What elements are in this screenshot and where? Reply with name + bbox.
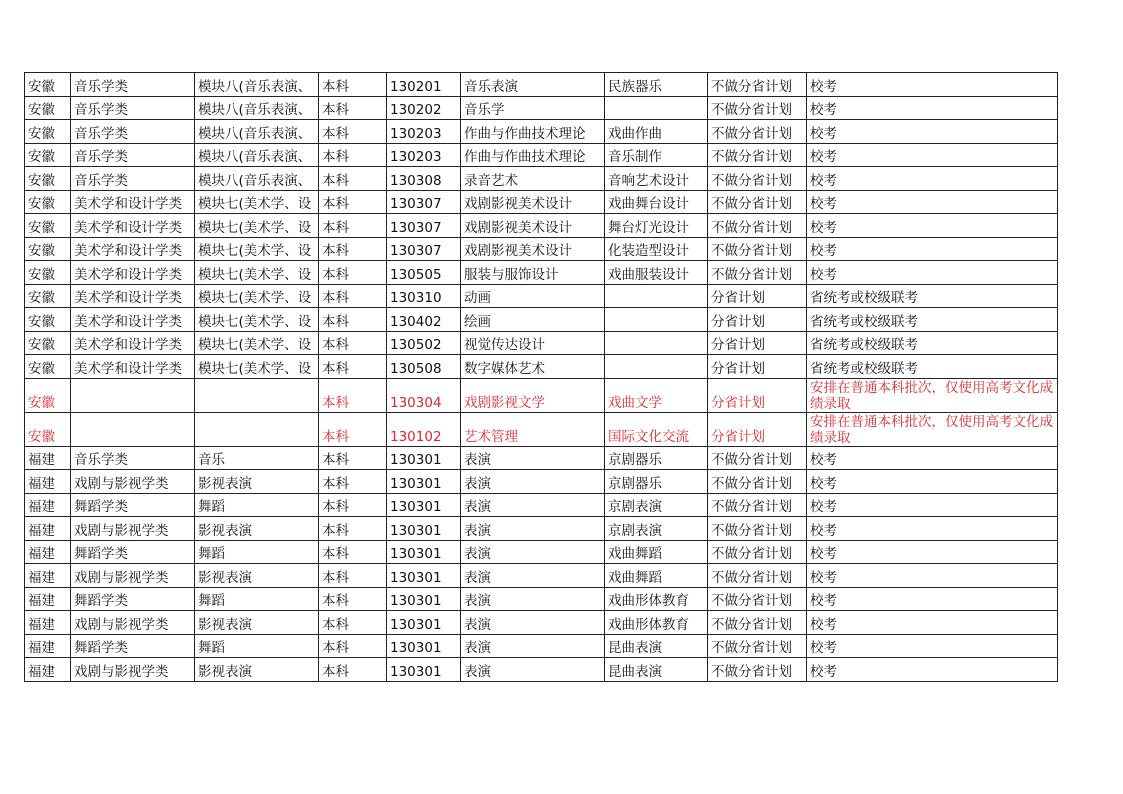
cell-exam-type: 校考 xyxy=(807,470,1058,494)
cell-subject-category: 美术学和设计学类 xyxy=(71,261,195,285)
cell-subject-category: 音乐学类 xyxy=(71,73,195,97)
cell-subject-category: 舞蹈学类 xyxy=(71,540,195,564)
cell-plan-type: 不做分省计划 xyxy=(708,143,807,167)
cell-exam-module: 模块七(美术学、设 xyxy=(195,190,319,214)
cell-subject-category xyxy=(71,378,195,412)
cell-exam-type: 安排在普通本科批次，仅使用高考文化成绩录取 xyxy=(807,378,1058,412)
cell-major-name: 表演 xyxy=(461,540,605,564)
table-row xyxy=(25,378,1058,412)
cell-subject-category: 美术学和设计学类 xyxy=(71,331,195,355)
cell-major-name: 作曲与作曲技术理论 xyxy=(461,143,605,167)
cell-exam-module: 音乐 xyxy=(195,446,319,470)
cell-plan-type: 不做分省计划 xyxy=(708,73,807,97)
cell-province: 安徽 xyxy=(25,73,71,97)
cell-specialization xyxy=(605,308,708,332)
table-row xyxy=(25,470,1058,494)
cell-province: 福建 xyxy=(25,611,71,635)
cell-subject-category: 戏剧与影视学类 xyxy=(71,517,195,541)
cell-major-name: 数字媒体艺术 xyxy=(461,355,605,379)
cell-major-name: 表演 xyxy=(461,634,605,658)
cell-plan-type: 分省计划 xyxy=(708,284,807,308)
cell-subject-category: 戏剧与影视学类 xyxy=(71,611,195,635)
cell-province: 安徽 xyxy=(25,378,71,412)
cell-subject-category: 美术学和设计学类 xyxy=(71,308,195,332)
cell-plan-type: 不做分省计划 xyxy=(708,190,807,214)
cell-major-code: 130301 xyxy=(387,658,461,682)
cell-subject-category: 音乐学类 xyxy=(71,446,195,470)
cell-subject-category: 美术学和设计学类 xyxy=(71,355,195,379)
cell-exam-type: 省统考或校级联考 xyxy=(807,308,1058,332)
cell-major-code: 130304 xyxy=(387,378,461,412)
cell-major-code: 130102 xyxy=(387,412,461,446)
cell-subject-category: 戏剧与影视学类 xyxy=(71,564,195,588)
cell-exam-module: 模块八(音乐表演、 xyxy=(195,96,319,120)
cell-degree-level: 本科 xyxy=(319,517,387,541)
cell-exam-type: 校考 xyxy=(807,143,1058,167)
cell-exam-type: 校考 xyxy=(807,611,1058,635)
cell-degree-level: 本科 xyxy=(319,331,387,355)
cell-major-name: 戏剧影视美术设计 xyxy=(461,237,605,261)
cell-major-name: 戏剧影视文学 xyxy=(461,378,605,412)
cell-specialization: 民族器乐 xyxy=(605,73,708,97)
cell-specialization: 戏曲舞蹈 xyxy=(605,540,708,564)
cell-subject-category: 音乐学类 xyxy=(71,96,195,120)
cell-major-code: 130201 xyxy=(387,73,461,97)
cell-major-name: 戏剧影视美术设计 xyxy=(461,214,605,238)
cell-degree-level: 本科 xyxy=(319,96,387,120)
cell-subject-category: 音乐学类 xyxy=(71,167,195,191)
cell-exam-type: 校考 xyxy=(807,237,1058,261)
cell-major-code: 130301 xyxy=(387,587,461,611)
cell-province: 安徽 xyxy=(25,308,71,332)
cell-major-name: 音乐表演 xyxy=(461,73,605,97)
cell-specialization: 京剧器乐 xyxy=(605,446,708,470)
cell-plan-type: 不做分省计划 xyxy=(708,214,807,238)
cell-major-code: 130508 xyxy=(387,355,461,379)
cell-major-name: 表演 xyxy=(461,446,605,470)
cell-province: 福建 xyxy=(25,470,71,494)
cell-subject-category: 舞蹈学类 xyxy=(71,587,195,611)
cell-exam-module: 影视表演 xyxy=(195,470,319,494)
cell-subject-category: 戏剧与影视学类 xyxy=(71,658,195,682)
cell-exam-module: 模块八(音乐表演、 xyxy=(195,143,319,167)
cell-degree-level: 本科 xyxy=(319,658,387,682)
cell-plan-type: 不做分省计划 xyxy=(708,611,807,635)
cell-major-name: 表演 xyxy=(461,564,605,588)
cell-plan-type: 不做分省计划 xyxy=(708,446,807,470)
cell-exam-module: 舞蹈 xyxy=(195,540,319,564)
cell-degree-level: 本科 xyxy=(319,73,387,97)
cell-major-name: 绘画 xyxy=(461,308,605,332)
cell-province: 安徽 xyxy=(25,331,71,355)
cell-degree-level: 本科 xyxy=(319,190,387,214)
cell-exam-type: 校考 xyxy=(807,634,1058,658)
cell-exam-module: 模块七(美术学、设 xyxy=(195,261,319,285)
table-row xyxy=(25,658,1058,682)
cell-major-name: 表演 xyxy=(461,517,605,541)
cell-plan-type: 不做分省计划 xyxy=(708,167,807,191)
cell-exam-module: 模块七(美术学、设 xyxy=(195,214,319,238)
cell-province: 安徽 xyxy=(25,143,71,167)
table-row xyxy=(25,214,1058,238)
cell-subject-category: 音乐学类 xyxy=(71,120,195,144)
cell-specialization xyxy=(605,355,708,379)
cell-subject-category: 戏剧与影视学类 xyxy=(71,470,195,494)
cell-exam-type: 省统考或校级联考 xyxy=(807,284,1058,308)
cell-major-code: 130307 xyxy=(387,237,461,261)
cell-specialization: 戏曲舞蹈 xyxy=(605,564,708,588)
cell-exam-module: 影视表演 xyxy=(195,658,319,682)
cell-plan-type: 不做分省计划 xyxy=(708,517,807,541)
cell-plan-type: 不做分省计划 xyxy=(708,564,807,588)
cell-province: 安徽 xyxy=(25,96,71,120)
cell-exam-type: 安排在普通本科批次，仅使用高考文化成绩录取 xyxy=(807,412,1058,446)
cell-specialization: 音响艺术设计 xyxy=(605,167,708,191)
cell-major-code: 130202 xyxy=(387,96,461,120)
cell-province: 安徽 xyxy=(25,412,71,446)
cell-exam-module: 影视表演 xyxy=(195,564,319,588)
cell-province: 安徽 xyxy=(25,355,71,379)
cell-major-code: 130301 xyxy=(387,493,461,517)
cell-degree-level: 本科 xyxy=(319,564,387,588)
cell-exam-module xyxy=(195,378,319,412)
cell-specialization: 戏曲形体教育 xyxy=(605,587,708,611)
cell-plan-type: 不做分省计划 xyxy=(708,120,807,144)
cell-degree-level: 本科 xyxy=(319,214,387,238)
cell-plan-type: 不做分省计划 xyxy=(708,96,807,120)
cell-specialization: 京剧表演 xyxy=(605,493,708,517)
cell-major-name: 表演 xyxy=(461,493,605,517)
cell-exam-module: 模块八(音乐表演、 xyxy=(195,120,319,144)
cell-exam-type: 校考 xyxy=(807,190,1058,214)
cell-exam-module: 舞蹈 xyxy=(195,634,319,658)
table-row xyxy=(25,634,1058,658)
cell-exam-type: 校考 xyxy=(807,261,1058,285)
cell-plan-type: 不做分省计划 xyxy=(708,587,807,611)
cell-exam-type: 校考 xyxy=(807,120,1058,144)
cell-major-name: 录音艺术 xyxy=(461,167,605,191)
cell-exam-module: 模块七(美术学、设 xyxy=(195,284,319,308)
cell-province: 安徽 xyxy=(25,261,71,285)
cell-degree-level: 本科 xyxy=(319,493,387,517)
table-row xyxy=(25,120,1058,144)
table-row xyxy=(25,493,1058,517)
cell-exam-module: 模块七(美术学、设 xyxy=(195,355,319,379)
cell-major-name: 表演 xyxy=(461,611,605,635)
admissions-table xyxy=(24,72,1058,682)
cell-plan-type: 不做分省计划 xyxy=(708,634,807,658)
cell-exam-type: 省统考或校级联考 xyxy=(807,355,1058,379)
cell-exam-type: 校考 xyxy=(807,73,1058,97)
cell-subject-category xyxy=(71,412,195,446)
cell-exam-type: 校考 xyxy=(807,446,1058,470)
cell-province: 福建 xyxy=(25,540,71,564)
cell-degree-level: 本科 xyxy=(319,167,387,191)
table-row xyxy=(25,412,1058,446)
cell-major-name: 动画 xyxy=(461,284,605,308)
cell-exam-module: 模块八(音乐表演、 xyxy=(195,167,319,191)
table-row xyxy=(25,446,1058,470)
cell-province: 福建 xyxy=(25,587,71,611)
cell-province: 安徽 xyxy=(25,214,71,238)
cell-specialization: 戏曲服装设计 xyxy=(605,261,708,285)
cell-major-code: 130203 xyxy=(387,120,461,144)
cell-plan-type: 分省计划 xyxy=(708,378,807,412)
cell-exam-module: 模块七(美术学、设 xyxy=(195,237,319,261)
cell-plan-type: 不做分省计划 xyxy=(708,540,807,564)
cell-major-name: 艺术管理 xyxy=(461,412,605,446)
cell-exam-module: 模块八(音乐表演、 xyxy=(195,73,319,97)
cell-exam-type: 校考 xyxy=(807,517,1058,541)
cell-major-code: 130402 xyxy=(387,308,461,332)
table-row xyxy=(25,237,1058,261)
cell-specialization: 戏曲作曲 xyxy=(605,120,708,144)
cell-exam-type: 校考 xyxy=(807,167,1058,191)
cell-plan-type: 分省计划 xyxy=(708,331,807,355)
cell-major-name: 表演 xyxy=(461,470,605,494)
cell-exam-type: 校考 xyxy=(807,214,1058,238)
cell-degree-level: 本科 xyxy=(319,120,387,144)
cell-province: 安徽 xyxy=(25,167,71,191)
cell-exam-module: 舞蹈 xyxy=(195,587,319,611)
cell-degree-level: 本科 xyxy=(319,284,387,308)
cell-province: 福建 xyxy=(25,517,71,541)
cell-plan-type: 分省计划 xyxy=(708,412,807,446)
cell-subject-category: 美术学和设计学类 xyxy=(71,237,195,261)
cell-exam-module: 舞蹈 xyxy=(195,493,319,517)
cell-specialization: 戏曲文学 xyxy=(605,378,708,412)
cell-plan-type: 不做分省计划 xyxy=(708,493,807,517)
cell-major-code: 130502 xyxy=(387,331,461,355)
cell-specialization: 昆曲表演 xyxy=(605,658,708,682)
cell-exam-module: 影视表演 xyxy=(195,611,319,635)
cell-degree-level: 本科 xyxy=(319,412,387,446)
table-row xyxy=(25,564,1058,588)
cell-major-name: 戏剧影视美术设计 xyxy=(461,190,605,214)
cell-subject-category: 舞蹈学类 xyxy=(71,493,195,517)
cell-province: 安徽 xyxy=(25,120,71,144)
cell-specialization: 化装造型设计 xyxy=(605,237,708,261)
table-row xyxy=(25,167,1058,191)
cell-province: 福建 xyxy=(25,446,71,470)
cell-major-code: 130505 xyxy=(387,261,461,285)
cell-exam-type: 校考 xyxy=(807,540,1058,564)
cell-major-code: 130301 xyxy=(387,470,461,494)
cell-plan-type: 分省计划 xyxy=(708,308,807,332)
cell-subject-category: 美术学和设计学类 xyxy=(71,214,195,238)
cell-major-code: 130308 xyxy=(387,167,461,191)
cell-degree-level: 本科 xyxy=(319,355,387,379)
cell-degree-level: 本科 xyxy=(319,540,387,564)
table-row xyxy=(25,143,1058,167)
cell-subject-category: 音乐学类 xyxy=(71,143,195,167)
cell-specialization: 国际文化交流 xyxy=(605,412,708,446)
cell-degree-level: 本科 xyxy=(319,378,387,412)
cell-major-name: 服装与服饰设计 xyxy=(461,261,605,285)
cell-major-name: 音乐学 xyxy=(461,96,605,120)
cell-specialization: 京剧器乐 xyxy=(605,470,708,494)
cell-exam-module: 模块七(美术学、设 xyxy=(195,331,319,355)
cell-major-code: 130301 xyxy=(387,564,461,588)
table-row xyxy=(25,587,1058,611)
cell-major-code: 130301 xyxy=(387,540,461,564)
cell-exam-module: 模块七(美术学、设 xyxy=(195,308,319,332)
cell-degree-level: 本科 xyxy=(319,470,387,494)
cell-exam-module xyxy=(195,412,319,446)
cell-subject-category: 舞蹈学类 xyxy=(71,634,195,658)
cell-specialization: 京剧表演 xyxy=(605,517,708,541)
table-row xyxy=(25,284,1058,308)
cell-degree-level: 本科 xyxy=(319,237,387,261)
cell-province: 福建 xyxy=(25,493,71,517)
cell-province: 福建 xyxy=(25,564,71,588)
table-row xyxy=(25,308,1058,332)
cell-specialization: 舞台灯光设计 xyxy=(605,214,708,238)
cell-province: 安徽 xyxy=(25,284,71,308)
cell-specialization xyxy=(605,331,708,355)
cell-major-code: 130301 xyxy=(387,634,461,658)
table-row xyxy=(25,611,1058,635)
table-row xyxy=(25,540,1058,564)
cell-degree-level: 本科 xyxy=(319,611,387,635)
cell-degree-level: 本科 xyxy=(319,587,387,611)
cell-degree-level: 本科 xyxy=(319,308,387,332)
cell-major-name: 表演 xyxy=(461,587,605,611)
cell-subject-category: 美术学和设计学类 xyxy=(71,284,195,308)
cell-province: 安徽 xyxy=(25,190,71,214)
cell-exam-type: 校考 xyxy=(807,564,1058,588)
cell-major-code: 130203 xyxy=(387,143,461,167)
table-row xyxy=(25,261,1058,285)
cell-degree-level: 本科 xyxy=(319,261,387,285)
cell-plan-type: 不做分省计划 xyxy=(708,237,807,261)
cell-degree-level: 本科 xyxy=(319,143,387,167)
cell-plan-type: 分省计划 xyxy=(708,355,807,379)
cell-specialization: 戏曲舞台设计 xyxy=(605,190,708,214)
cell-specialization xyxy=(605,284,708,308)
cell-major-code: 130301 xyxy=(387,611,461,635)
cell-province: 福建 xyxy=(25,634,71,658)
cell-major-name: 表演 xyxy=(461,658,605,682)
cell-plan-type: 不做分省计划 xyxy=(708,658,807,682)
cell-degree-level: 本科 xyxy=(319,634,387,658)
cell-specialization xyxy=(605,96,708,120)
cell-plan-type: 不做分省计划 xyxy=(708,261,807,285)
cell-major-code: 130307 xyxy=(387,214,461,238)
cell-major-code: 130310 xyxy=(387,284,461,308)
cell-specialization: 昆曲表演 xyxy=(605,634,708,658)
cell-exam-type: 校考 xyxy=(807,658,1058,682)
cell-exam-type: 校考 xyxy=(807,587,1058,611)
table-row xyxy=(25,96,1058,120)
table-row xyxy=(25,331,1058,355)
cell-major-code: 130301 xyxy=(387,446,461,470)
cell-exam-type: 校考 xyxy=(807,96,1058,120)
cell-province: 安徽 xyxy=(25,237,71,261)
cell-province: 福建 xyxy=(25,658,71,682)
cell-specialization: 音乐制作 xyxy=(605,143,708,167)
table-row xyxy=(25,355,1058,379)
cell-major-name: 视觉传达设计 xyxy=(461,331,605,355)
cell-major-name: 作曲与作曲技术理论 xyxy=(461,120,605,144)
table-row xyxy=(25,190,1058,214)
cell-exam-type: 省统考或校级联考 xyxy=(807,331,1058,355)
cell-major-code: 130301 xyxy=(387,517,461,541)
cell-degree-level: 本科 xyxy=(319,446,387,470)
cell-exam-module: 影视表演 xyxy=(195,517,319,541)
cell-specialization: 戏曲形体教育 xyxy=(605,611,708,635)
cell-major-code: 130307 xyxy=(387,190,461,214)
cell-exam-type: 校考 xyxy=(807,493,1058,517)
table-row xyxy=(25,73,1058,97)
table-row xyxy=(25,517,1058,541)
cell-subject-category: 美术学和设计学类 xyxy=(71,190,195,214)
cell-plan-type: 不做分省计划 xyxy=(708,470,807,494)
